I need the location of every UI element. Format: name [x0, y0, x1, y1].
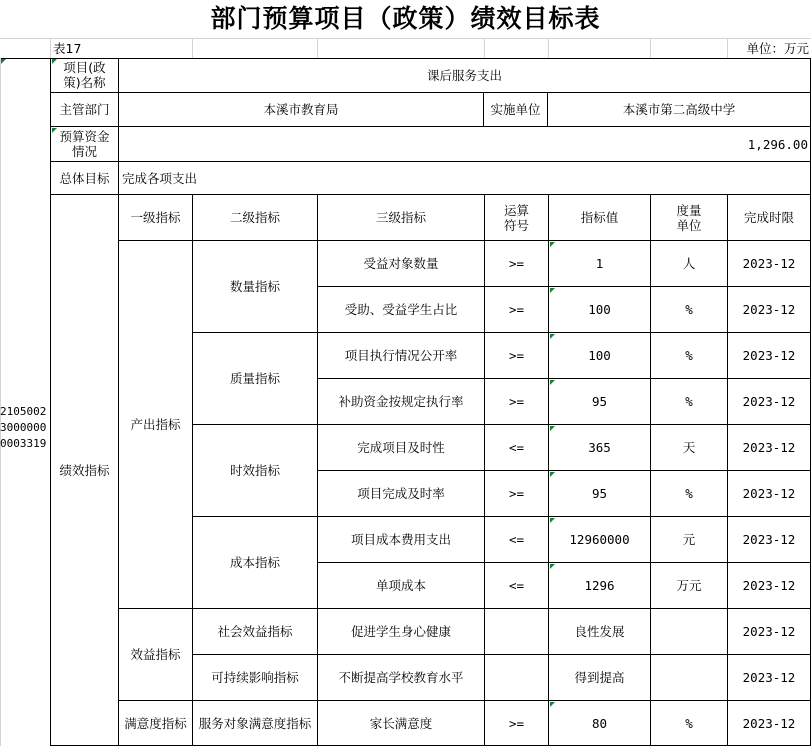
level1-benefit: 效益指标	[119, 609, 193, 701]
indicator-unit: 元	[651, 517, 728, 563]
indicator-deadline: 2023-12	[728, 609, 811, 655]
header-level3: 三级指标	[318, 195, 485, 241]
gridline	[192, 38, 193, 58]
performance-label: 绩效指标	[51, 195, 119, 746]
level2-quality: 质量指标	[193, 333, 318, 425]
header-value: 指标值	[549, 195, 651, 241]
exec-unit-label: 实施单位	[484, 93, 548, 127]
gridline	[484, 38, 485, 58]
indicator-operator	[485, 655, 549, 701]
indicator-unit: 天	[651, 425, 728, 471]
indicator-name: 项目成本费用支出	[318, 517, 485, 563]
error-marker-icon	[550, 564, 555, 569]
indicator-operator: >=	[485, 471, 549, 517]
header-operator: 运算 符号	[485, 195, 549, 241]
indicator-name: 补助资金按规定执行率	[318, 379, 485, 425]
project-name-value: 课后服务支出	[119, 58, 811, 93]
indicator-value: 365	[549, 425, 651, 471]
indicator-unit: %	[651, 287, 728, 333]
indicator-unit	[651, 609, 728, 655]
error-marker-icon	[550, 380, 555, 385]
indicator-operator: >=	[485, 379, 549, 425]
error-marker-icon	[1, 59, 6, 64]
indicator-deadline: 2023-12	[728, 517, 811, 563]
side-code: 210500230000000003319	[0, 405, 47, 450]
header-level2: 二级指标	[193, 195, 318, 241]
indicator-name: 单项成本	[318, 563, 485, 609]
error-marker-icon	[550, 288, 555, 293]
level2-quantity: 数量指标	[193, 241, 318, 333]
level1-output: 产出指标	[119, 241, 193, 609]
indicator-operator: <=	[485, 425, 549, 471]
indicator-unit: %	[651, 471, 728, 517]
indicator-operator: <=	[485, 563, 549, 609]
indicator-name: 受益对象数量	[318, 241, 485, 287]
indicator-deadline: 2023-12	[728, 287, 811, 333]
indicator-deadline: 2023-12	[728, 701, 811, 746]
gridline	[0, 58, 1, 746]
level2-timeliness: 时效指标	[193, 425, 318, 517]
indicator-name: 项目执行情况公开率	[318, 333, 485, 379]
page-title: 部门预算项目（政策）绩效目标表	[210, 4, 601, 33]
indicator-value: 得到提高	[549, 655, 651, 701]
budget-value: 1,296.00	[119, 127, 811, 162]
indicator-name: 家长满意度	[318, 701, 485, 746]
error-marker-icon	[550, 518, 555, 523]
indicator-unit: %	[651, 379, 728, 425]
indicator-unit: %	[651, 701, 728, 746]
indicator-unit	[651, 655, 728, 701]
indicator-operator: >=	[485, 241, 549, 287]
indicator-operator: >=	[485, 287, 549, 333]
indicator-value: 100	[549, 287, 651, 333]
indicator-value: 12960000	[549, 517, 651, 563]
indicator-unit: 万元	[651, 563, 728, 609]
indicator-value: 100	[549, 333, 651, 379]
table-number: 表17	[53, 41, 82, 56]
overall-goal-label: 总体目标	[51, 162, 119, 195]
project-name-label: 项目(政 策)名称	[51, 58, 119, 93]
indicator-value: 良性发展	[549, 609, 651, 655]
error-marker-icon	[550, 242, 555, 247]
error-marker-icon	[550, 334, 555, 339]
indicator-value: 80	[549, 701, 651, 746]
level2-cost: 成本指标	[193, 517, 318, 609]
header-unit: 度量 单位	[651, 195, 728, 241]
header-deadline: 完成时限	[728, 195, 811, 241]
level1-satisfaction: 满意度指标	[119, 701, 193, 746]
error-marker-icon	[550, 472, 555, 477]
indicator-deadline: 2023-12	[728, 563, 811, 609]
indicator-value: 95	[549, 379, 651, 425]
indicator-deadline: 2023-12	[728, 655, 811, 701]
gridline	[548, 38, 549, 58]
indicator-deadline: 2023-12	[728, 241, 811, 287]
indicator-value: 95	[549, 471, 651, 517]
indicator-name: 完成项目及时性	[318, 425, 485, 471]
indicator-operator: >=	[485, 333, 549, 379]
level2-service-satisfaction: 服务对象满意度指标	[193, 701, 318, 746]
indicator-deadline: 2023-12	[728, 471, 811, 517]
indicator-unit: 人	[651, 241, 728, 287]
error-marker-icon	[550, 426, 555, 431]
indicator-deadline: 2023-12	[728, 425, 811, 471]
budget-label: 预算资金 情况	[51, 127, 119, 162]
error-marker-icon	[52, 59, 57, 64]
indicator-deadline: 2023-12	[728, 333, 811, 379]
error-marker-icon	[550, 702, 555, 707]
department-label: 主管部门	[51, 93, 119, 127]
indicator-value: 1	[549, 241, 651, 287]
indicator-deadline: 2023-12	[728, 379, 811, 425]
indicator-name: 不断提高学校教育水平	[318, 655, 485, 701]
level2-sustainable: 可持续影响指标	[193, 655, 318, 701]
indicator-operator	[485, 609, 549, 655]
indicator-name: 促进学生身心健康	[318, 609, 485, 655]
department-value: 本溪市教育局	[119, 93, 484, 127]
gridline	[317, 38, 318, 58]
indicator-name: 受助、受益学生占比	[318, 287, 485, 333]
indicator-name: 项目完成及时率	[318, 471, 485, 517]
header-level1: 一级指标	[119, 195, 193, 241]
indicator-value: 1296	[549, 563, 651, 609]
indicator-unit: %	[651, 333, 728, 379]
level2-social: 社会效益指标	[193, 609, 318, 655]
error-marker-icon	[52, 128, 57, 133]
indicator-operator: >=	[485, 701, 549, 746]
overall-goal-value: 完成各项支出	[119, 162, 811, 195]
indicator-operator: <=	[485, 517, 549, 563]
exec-unit-value: 本溪市第二高级中学	[548, 93, 811, 127]
unit-label: 单位：万元	[746, 41, 809, 56]
gridline	[650, 38, 651, 58]
